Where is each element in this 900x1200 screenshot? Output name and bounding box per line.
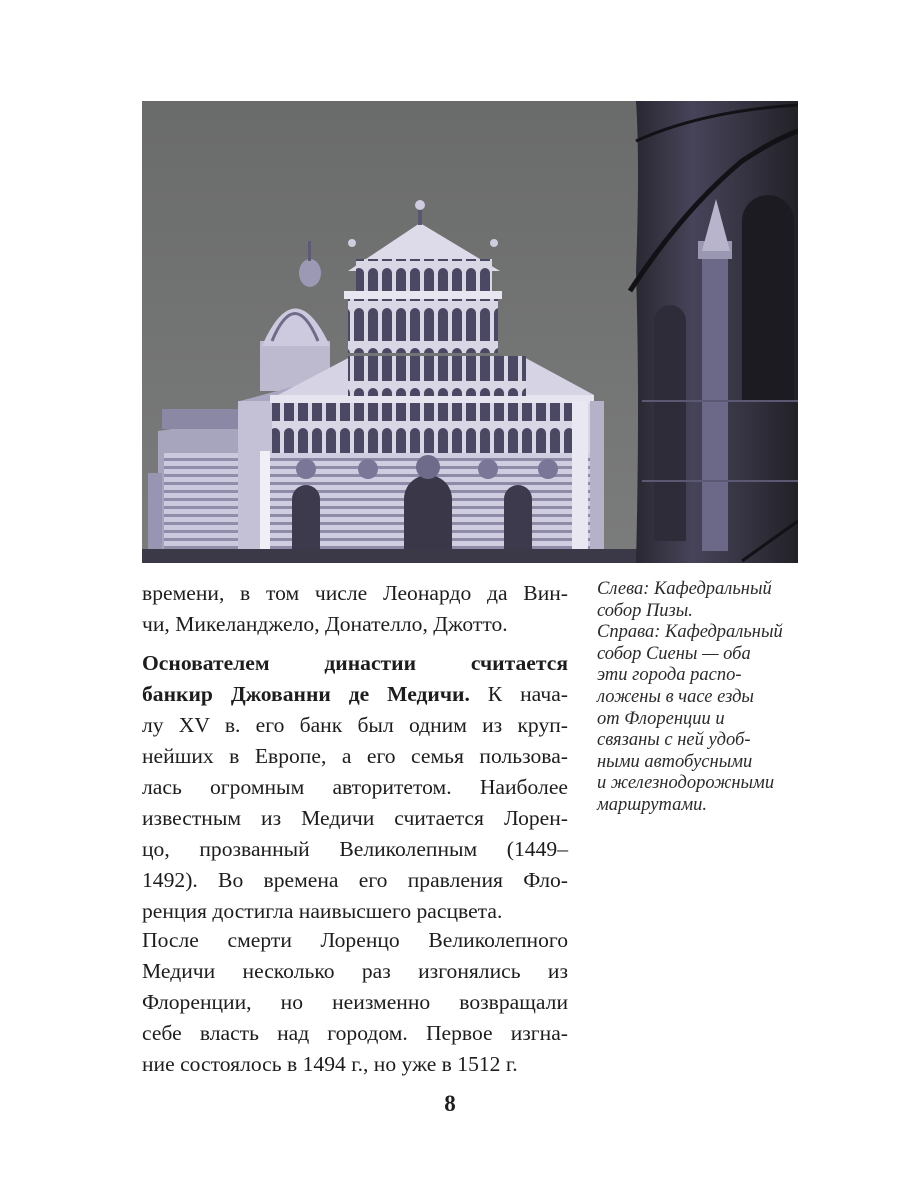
caption-line: связаны с ней удоб- [597, 730, 751, 751]
caption-line: и железнодорожными [597, 773, 775, 794]
text-line: 1492). Во времена его правления Фло- [142, 868, 568, 892]
caption-line: Слева: Кафедральный [597, 579, 772, 599]
text-line: нейших в Европе, а его семья пользова- [142, 744, 568, 768]
caption-line: собор Сиены — оба [597, 643, 751, 664]
text-run: К нача- [469, 682, 568, 706]
caption-line: эти города распо- [597, 665, 742, 686]
text-line: цо, прозванный Великолепным (1449– [142, 837, 568, 861]
text-line: лась огромным авторитетом. Наиболее [142, 775, 568, 799]
text-line: себе власть над городом. Первое изгна- [142, 1021, 568, 1045]
text-line [142, 648, 568, 679]
text-line: Медичи несколько раз изгонялись из [142, 959, 568, 983]
text-line: После смерти Лоренцо Великолепного [142, 928, 568, 952]
text-line: ренция достигла наивысшего расцвета. [142, 899, 503, 923]
caption-line: от Флоренции и [597, 708, 725, 729]
bold-lead: банкир Джованни де Медичи. [142, 682, 470, 706]
caption-line: собор Пизы. [597, 600, 693, 621]
paragraph-3 [142, 925, 568, 1080]
siena-building [630, 101, 798, 563]
caption-line: ложены в часе езды [597, 686, 754, 707]
caption-line: Справа: Кафедральный [597, 622, 783, 643]
paragraph-1 [142, 578, 568, 640]
paragraph-2 [142, 648, 568, 927]
cathedral-illustration [142, 101, 798, 563]
text-line [142, 679, 568, 710]
bold-lead: Основателем династии считается [142, 651, 568, 675]
text-line: чи, Микеланджело, Донателло, Джотто. [142, 612, 508, 636]
caption-line: маршрутами. [597, 794, 708, 815]
text-line: Флоренции, но неизменно возвращали [142, 990, 568, 1014]
text-line: ние состоялось в 1494 г., но уже в 1512 г. [142, 1052, 518, 1076]
text-line: времени, в том числе Леонардо да Вин- [142, 581, 568, 605]
image-caption [597, 579, 827, 817]
text-line: известным из Медичи считается Лорен- [142, 806, 568, 830]
text-line: лу XV в. его банк был одним из круп- [142, 713, 568, 737]
page-number: 8 [444, 1091, 456, 1116]
caption-line: ными автобусными [597, 751, 753, 772]
